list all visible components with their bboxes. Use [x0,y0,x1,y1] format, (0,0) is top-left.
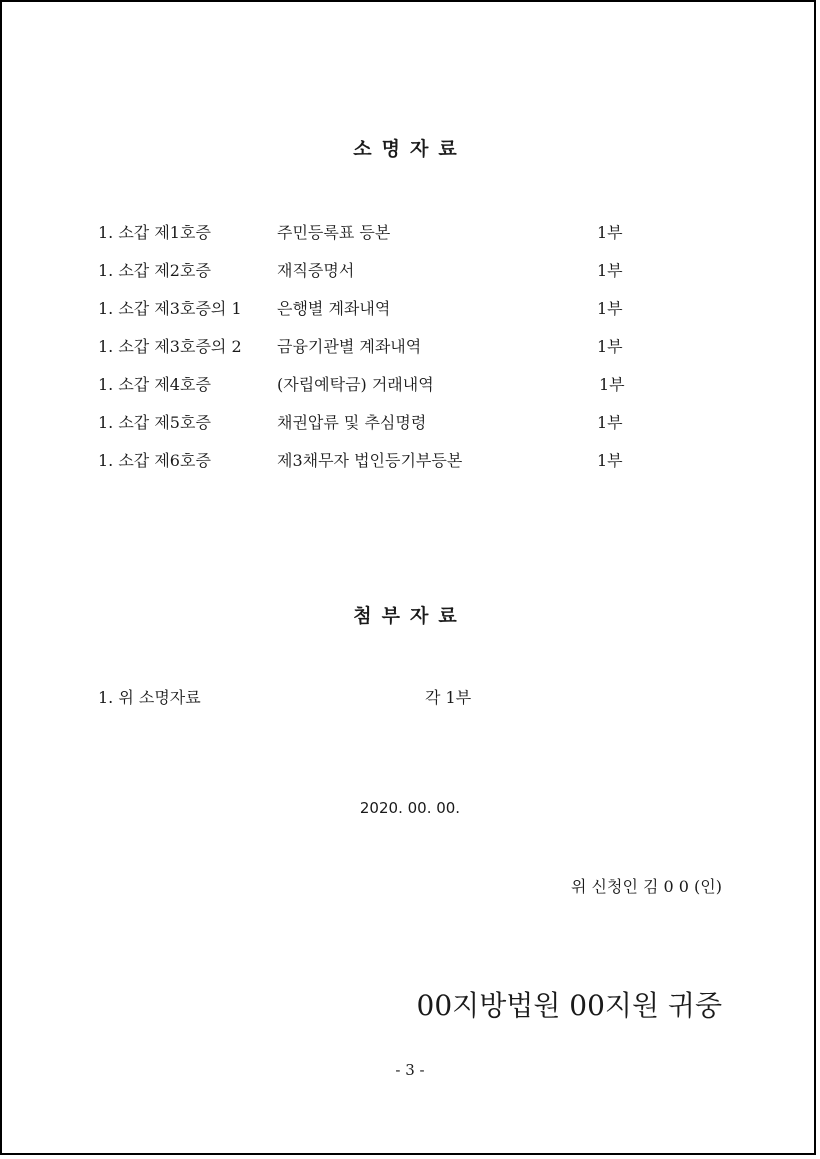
list-item [0,258,820,282]
evidence-number: 1. 소갑 제3호증의 2 [98,337,242,356]
evidence-count: 1부 [597,337,623,356]
applicant-signature: 위 신청인 김 0 0 (인) [570,877,722,896]
evidence-number: 1. 소갑 제2호증 [98,261,211,280]
evidence-name: 주민등록표 등본 [277,223,391,242]
evidence-name: 제3채무자 법인등기부등본 [277,451,463,470]
document-date: 2020. 00. 00. [359,799,461,817]
evidence-count: 1부 [597,261,623,280]
evidence-name: 금융기관별 계좌내역 [277,337,422,356]
evidence-name: 은행별 계좌내역 [277,299,391,318]
attachment-count: 각 1부 [425,688,472,707]
list-item [0,296,820,320]
list-item [0,372,820,396]
evidence-name: (자립예탁금) 거래내역 [277,375,434,394]
evidence-number: 1. 소갑 제6호증 [98,451,211,470]
evidence-count: 1부 [597,223,623,242]
evidence-count: 1부 [599,375,625,394]
list-item [0,334,820,358]
evidence-heading: 소명자료 [353,138,467,160]
list-item [0,410,820,434]
court-addressee: 00지방법원 00지원 귀중 [416,989,722,1022]
evidence-number: 1. 소갑 제5호증 [98,413,211,432]
evidence-name: 재직증명서 [277,261,355,280]
evidence-number: 1. 소갑 제4호증 [98,375,211,394]
list-item [0,220,820,244]
attachments-heading: 첨부자료 [353,605,467,627]
evidence-name: 채권압류 및 추심명령 [277,413,427,432]
list-item [0,448,820,472]
page-number: - 3 - [395,1061,425,1079]
evidence-count: 1부 [597,413,623,432]
evidence-number: 1. 소갑 제1호증 [98,223,211,242]
evidence-number: 1. 소갑 제3호증의 1 [98,299,242,318]
evidence-count: 1부 [597,451,623,470]
attachment-item: 1. 위 소명자료 [98,688,201,707]
evidence-count: 1부 [597,299,623,318]
